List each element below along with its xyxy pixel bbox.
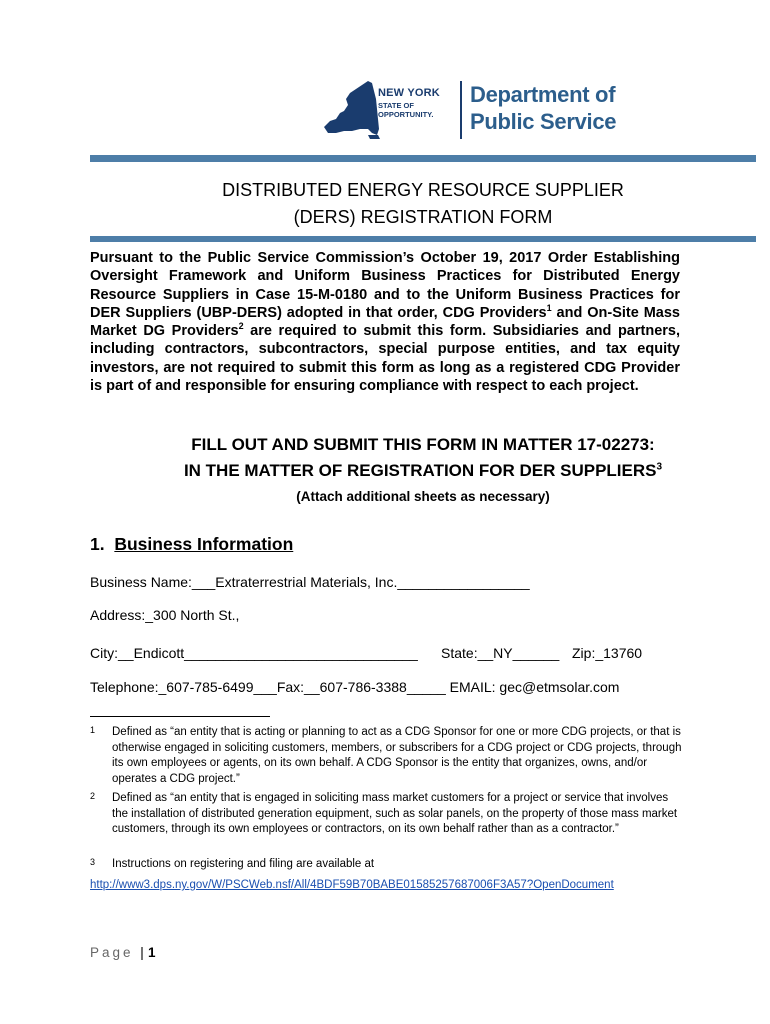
dept-line-1: Department of — [470, 82, 616, 107]
zip-field[interactable]: Zip:_13760 — [572, 645, 643, 661]
footnote-ref-1: 1 — [546, 303, 552, 314]
new-york-state-icon — [322, 75, 382, 145]
dps-logo — [322, 75, 622, 145]
instruction-line-3: (Attach additional sheets as necessary) — [296, 489, 550, 504]
footnote-number: 2 — [90, 791, 96, 801]
page-label: Page — [90, 945, 134, 960]
intro-text-1: Pursuant to the Public Service Commission’s October 19, 2017 Order Establishing Oversight Framework and Uniform Business Practices for Distributed Energy Resource Suppliers in Case 15-M-0180 and to the Uniform Business Practices for DER Suppliers (UBP-DERS) adopted in that order, CDG Providers — [90, 250, 680, 321]
ny-title: NEW YORK — [378, 87, 440, 99]
instruction-line-1: FILL OUT AND SUBMIT THIS FORM IN MATTER 17-02273: — [191, 435, 655, 454]
form-title-line-1: DISTRIBUTED ENERGY RESOURCE SUPPLIER — [222, 180, 624, 200]
address-field[interactable]: Address:_300 North St., — [90, 607, 240, 623]
intro-text-3: are required to submit this form. Subsidiaries and partners, including contractors, subcontractors, special purpose entities, and tax equity investors, are not required to submit this form as long as a registered CDG Provider is part of and responsible for ensuring compliance with respect to each project. — [90, 323, 680, 395]
instruction-line-2-text: IN THE MATTER OF REGISTRATION FOR DER SUPPLIERS — [183, 461, 657, 480]
footnote-number: 3 — [90, 857, 96, 867]
footnote-text: Instructions on registering and filing are available at — [112, 858, 375, 870]
section-title: Business Information — [114, 534, 294, 554]
contact-field[interactable]: Telephone:_607-785-6499___Fax:__607-786-3388_____ EMAIL: gec@etmsolar.com — [90, 679, 620, 695]
footnote-text: Defined as “an entity that is acting or planning to act as a CDG Sponsor for one or more CDG projects, or that is otherwise engaged in soliciting customers, members, or subscribers for a CDG project or CDG projects, through its own employees or agents, on its own behalf. A CDG Sponsor is the entity that organizes, owns, and/or operates a CDG project.” — [112, 726, 682, 785]
section-number: 1. — [90, 534, 105, 554]
state-field[interactable]: State:__NY______ — [441, 645, 560, 661]
top-rule — [90, 155, 756, 162]
instruction-line-2 — [90, 461, 756, 481]
footnote-link[interactable]: http://www3.dps.ny.gov/W/PSCWeb.nsf/All/4BDF59B70BABE01585257687006F3A57?OpenDocument — [90, 879, 614, 891]
footnote-text: Defined as “an entity that is engaged in soliciting mass market customers for a project or service that involves the installation of distributed generation equipment, such as solar panels, on the property of those mass market customers, through its own employees or contractors, on its own behalf rather than as a contractor.” — [112, 792, 678, 835]
dept-line-2: Public Service — [470, 109, 617, 134]
section-heading — [90, 534, 293, 555]
footnote-separator — [90, 716, 270, 717]
ny-subtitle: STATE OF OPPORTUNITY. — [378, 101, 434, 119]
form-title-line-2: (DERS) REGISTRATION FORM — [293, 207, 553, 227]
footnote-ref-3: 3 — [656, 461, 663, 473]
page-footer — [90, 945, 144, 960]
business-name-field[interactable]: Business Name:___Extraterrestrial Materials, Inc._________________ — [90, 574, 530, 590]
intro-paragraph — [90, 249, 680, 395]
logo-divider — [460, 81, 462, 139]
footnote-ref-2: 2 — [238, 321, 244, 332]
city-field[interactable]: City:__Endicott______________________________ — [90, 645, 418, 661]
page-separator: | — [140, 945, 144, 960]
page-number: 1 — [148, 945, 156, 960]
bottom-rule — [90, 236, 756, 242]
intro-text-2: and On-Site Mass Market DG Providers — [90, 304, 680, 340]
footnote-number: 1 — [90, 725, 96, 735]
department-name — [470, 81, 616, 135]
